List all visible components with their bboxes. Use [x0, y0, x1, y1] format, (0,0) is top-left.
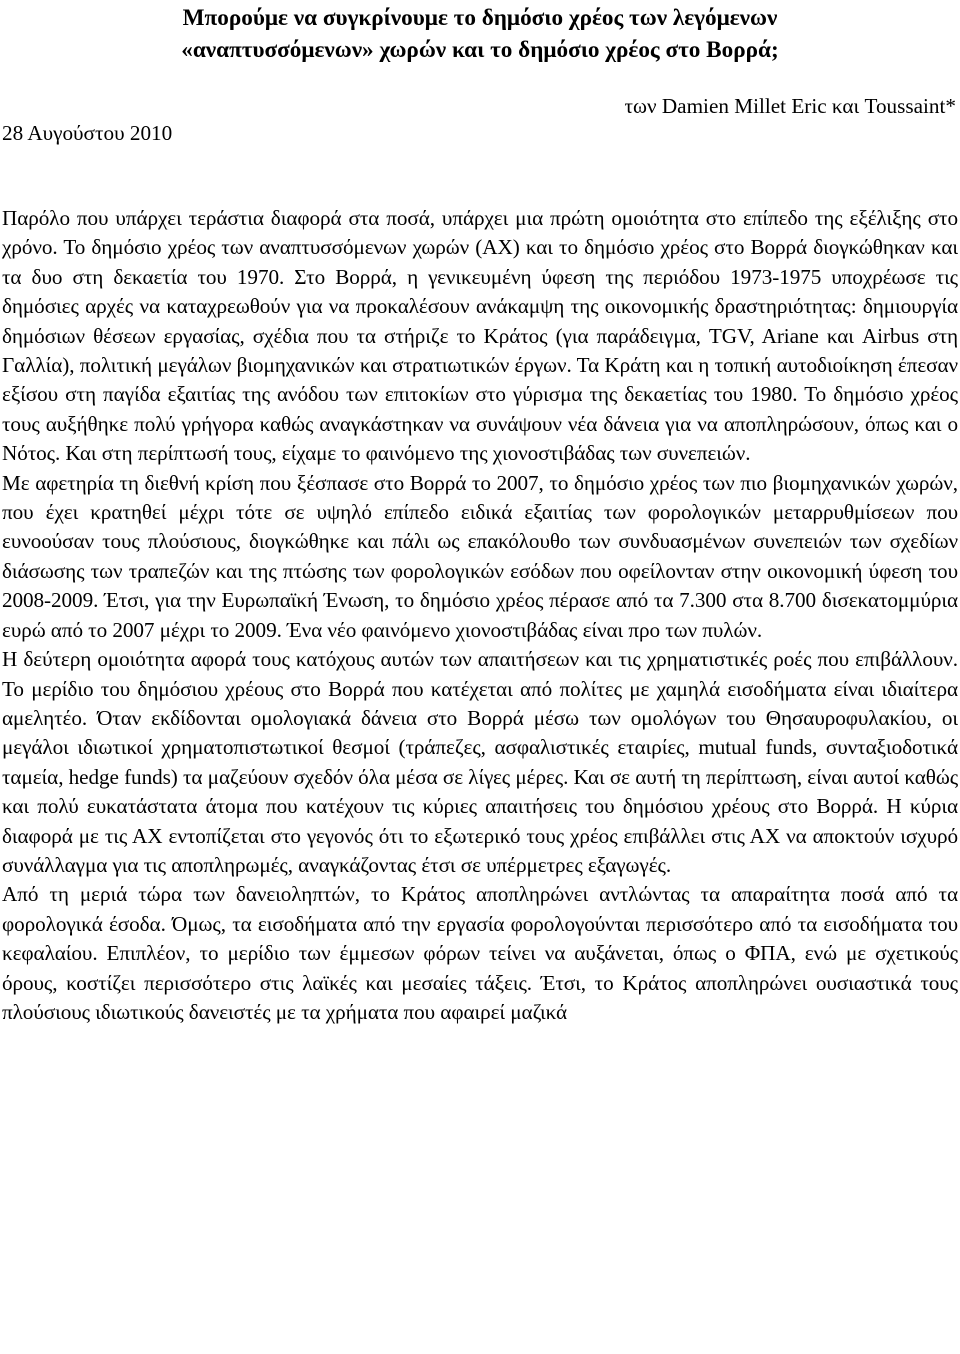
- paragraph: Με αφετηρία τη διεθνή κρίση που ξέσπασε στο Βορρά το 2007, το δημόσιο χρέος των πιο βιομηχανικών χωρών, που έχει κρατηθεί μέχρι τότε σε υψηλό επίπεδο ειδικά εξαιτίας των φορολογικών μεταρρυθμίσεων που ευνοούσαν τους πλούσιους, διογκώθηκε και πάλι ως επακόλουθο των συνδυασμένων συνεπειών των σχεδίων διάσωσης των τραπεζών και της πτώσης των φορολογικών εσόδων που οφείλονταν στην οικονομική ύφεση του 2008-2009. Έτσι, για την Ευρωπαϊκή Ένωση, το δημόσιο χρέος πέρασε από τα 7.300 στα 8.700 δισεκατομμύρια ευρώ από το 2007 μέχρι το 2009. Ένα νέο φαινόμενο χιονοστιβάδας είναι προ των πυλών.: [2, 470, 958, 642]
- paragraph: Η δεύτερη ομοιότητα αφορά τους κατόχους αυτών των απαιτήσεων και τις χρηματιστικές ροές που επιβάλλουν. Το μερίδιο του δημόσιου χρέους στο Βορρά που κατέχεται από πολίτες με χαμηλά εισοδήματα είναι ιδιαίτερα αμελητέο. Όταν εκδίδονται ομολογιακά δάνεια στο Βορρά μέσω των ομολόγων του Θησαυροφυλακίου, οι μεγάλοι ιδιωτικοί χρηματοπιστωτικοί θεσμοί (τράπεζες, ασφαλιστικές εταιρίες, mutual funds, συνταξιοδοτικά ταμεία, hedge funds) τα μαζεύουν σχεδόν όλα μέσα σε λίγες μέρες. Και σε αυτή τη περίπτωση, είναι αυτοί καθώς και πολύ ευκατάστατα άτομα που κατέχουν τις κύριες απαιτήσεις του δημόσιου χρέους στο Βορρά. Η κύρια διαφορά με τις ΑΧ εντοπίζεται στο γεγονός ότι το εξωτερικό τους χρέος επιβάλλει στις ΑΧ να αποκτούν ισχυρό συνάλλαγμα για τις αποπληρωμές, αναγκάζοντας έτσι σε υπέρμετρες εξαγωγές.: [2, 647, 958, 877]
- title-line-2: «αναπτυσσόμενων» χωρών και το δημόσιο χρέος στο Βορρά;: [181, 37, 779, 63]
- article-body: [2, 204, 958, 1027]
- document-page: [2, 0, 958, 1027]
- document-title: [2, 0, 958, 66]
- title-line-1: Μπορούμε να συγκρίνουμε το δημόσιο χρέος των λεγόμενων: [182, 5, 778, 31]
- authors: των Damien Millet Eric και Toussaint*: [624, 94, 956, 118]
- paragraph: Παρόλο που υπάρχει τεράστια διαφορά στα ποσά, υπάρχει μια πρώτη ομοιότητα στο επίπεδο της εξέλιξης στο χρόνο. Το δημόσιο χρέος των αναπτυσσόμενων χωρών (ΑΧ) και το δημόσιο χρέος στο Βορρά διογκώθηκαν και τα δυο στη δεκαετία του 1970. Στο Βορρά, η γενικευμένη ύφεση της περιόδου 1973-1975 υποχρέωσε τις δημόσιες αρχές να καταχρεωθούν για να προκαλέσουν ανάκαμψη της οικονομικής δραστηριότητας: δημιουργία δημόσιων θέσεων εργασίας, σχέδια που τα στήριζε το Κράτος (για παράδειγμα, TGV, Ariane και Airbus στη Γαλλία), πολιτική μεγάλων βιομηχανικών και στρατιωτικών έργων. Τα Κράτη και η τοπική αυτοδιοίκηση έπεσαν εξίσου στη παγίδα εξαιτίας της ανόδου των επιτοκίων στο γύρισμα της δεκαετίας του 1980. Το δημόσιο χρέος τους αυξήθηκε πολύ γρήγορα καθώς αναγκάστηκαν να συνάψουν νέα δάνεια για να αποπληρώσουν, όπως και ο Νότος. Και στη περίπτωσή τους, είχαμε το φαινόμενο της χιονοστιβάδας των συνεπειών.: [2, 206, 958, 466]
- publication-date: 28 Αυγούστου 2010: [2, 121, 173, 145]
- paragraph: Από τη μεριά τώρα των δανειοληπτών, το Κράτος αποπληρώνει αντλώντας τα απαραίτητα ποσά από τα φορολογικά έσοδα. Όμως, τα εισοδήματα από την εργασία φορολογούνται περισσότερο από τα εισοδήματα του κεφαλαίου. Επιπλέον, το μερίδιο των έμμεσων φόρων τείνει να αυξάνεται, όπως ο ΦΠΑ, ενώ με σχετικούς όρους, κοστίζει περισσότερο στις λαϊκές και μεσαίες τάξεις. Έτσι, το Κράτος αποπληρώνει ουσιαστικά τους πλούσιους ιδιωτικούς δανειστές με τα χρήματα που αφαιρεί μαζικά: [2, 882, 958, 1024]
- byline: [2, 90, 958, 168]
